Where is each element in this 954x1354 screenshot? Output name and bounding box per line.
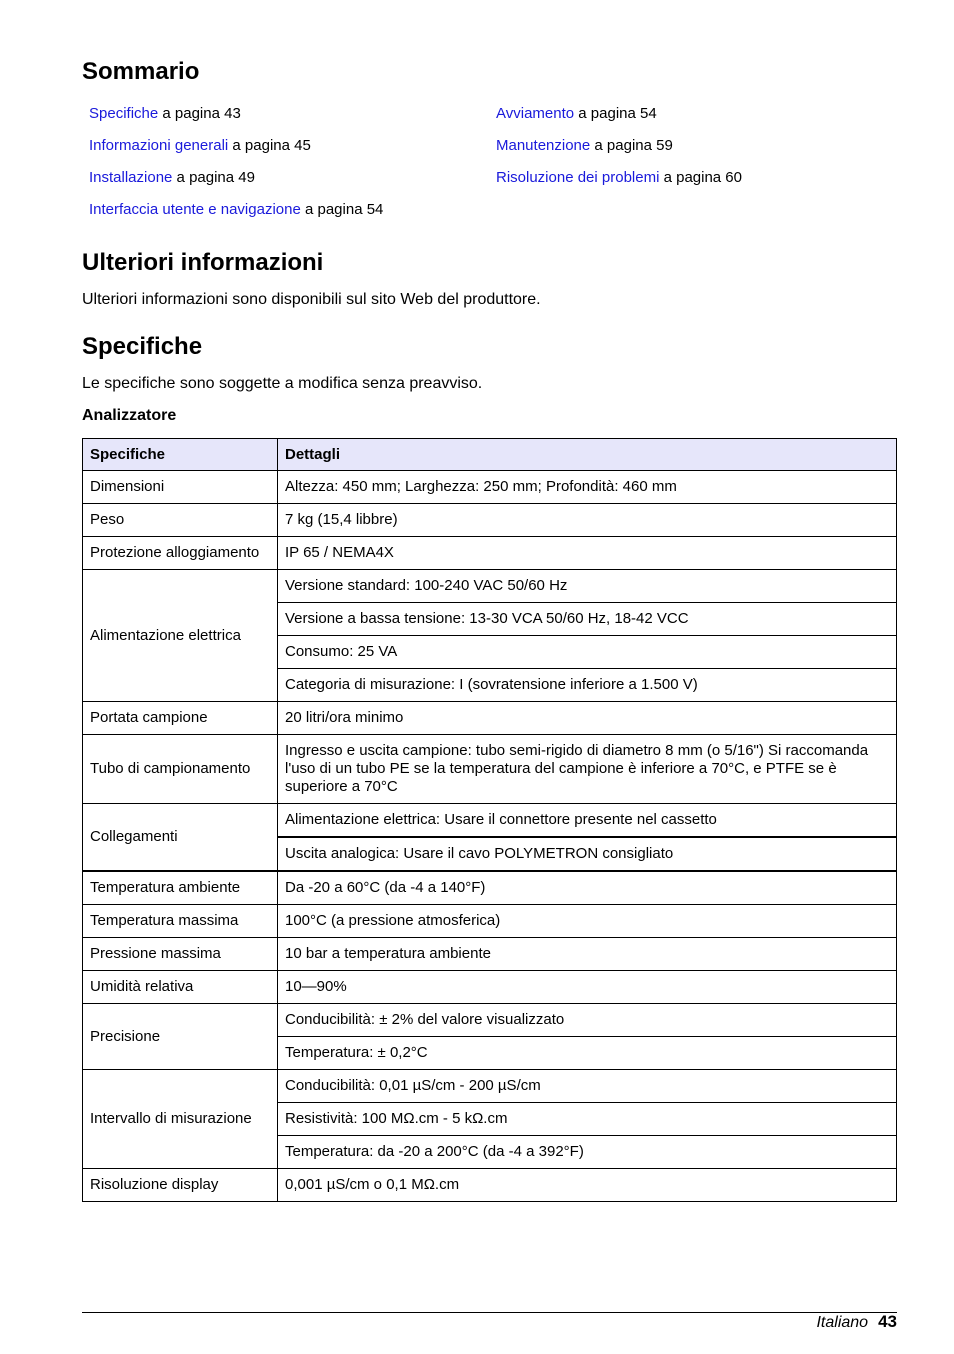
toc-link[interactable]: Avviamento [496,105,575,122]
toc-link[interactable]: Interfaccia utente e navigazione [89,201,301,218]
toc-page-ref: a pagina 45 [228,137,311,154]
toc-page-ref: a pagina 54 [574,105,657,122]
toc-link[interactable]: Specifiche [89,105,159,122]
table-row [83,735,897,804]
header-specifiche: Specifiche [83,439,278,471]
spec-value-cell: Consumo: 25 VA [278,636,897,669]
toc-link[interactable]: Installazione [89,169,173,186]
table-row [83,1169,897,1202]
toc-left-column [89,104,383,232]
toc-page-ref: a pagina 54 [300,201,384,218]
table-row [83,537,897,570]
spec-value-cell: Temperatura: da -20 a 200°C (da -4 a 392°F) [278,1136,897,1169]
spec-label-cell: Protezione alloggiamento [83,537,278,570]
more-info-title: Ulteriori informazioni [82,249,324,276]
spec-label-cell: Peso [83,504,278,537]
table-row [83,1070,897,1103]
spec-value-cell: 0,001 µS/cm o 0,1 MΩ.cm [278,1169,897,1202]
page-number: 43 [878,1312,897,1331]
table-row [83,702,897,735]
table-header-row [83,439,897,471]
analyzer-subtitle: Analizzatore [82,407,177,424]
spec-value-cell: Temperatura: ± 0,2°C [278,1037,897,1070]
spec-value-cell: 10—90% [278,971,897,1004]
spec-value-cell: Categoria di misurazione: I (sovratensione inferiore a 1.500 V) [278,669,897,702]
spec-value-cell: Uscita analogica: Usare il cavo POLYMETRON consigliato [278,837,897,871]
specs-title: Specifiche [82,333,203,360]
spec-label-cell: Collegamenti [83,804,278,872]
toc-link[interactable]: Manutenzione [496,137,591,154]
table-row [83,871,897,905]
toc-link[interactable]: Risoluzione dei problemi [496,169,660,186]
header-dettagli: Dettagli [278,439,897,471]
spec-label-cell: Intervallo di misurazione [83,1070,278,1169]
toc-entry [496,104,742,136]
table-row [83,905,897,938]
spec-label-cell: Alimentazione elettrica [83,570,278,702]
spec-value-cell: Versione standard: 100-240 VAC 50/60 Hz [278,570,897,603]
table-row [83,938,897,971]
toc-page-ref: a pagina 60 [659,169,742,186]
page-footer [816,1312,897,1333]
toc-entry [89,104,383,136]
toc-entry [496,136,742,168]
spec-value-cell: Resistività: 100 MΩ.cm - 5 kΩ.cm [278,1103,897,1136]
toc-right-column [496,104,742,200]
more-info-text: Ulteriori informazioni sono disponibili sul sito Web del produttore. [82,291,541,308]
spec-value-cell: Altezza: 450 mm; Larghezza: 250 mm; Profondità: 460 mm [278,471,897,504]
spec-value-cell: Conducibilità: 0,01 µS/cm - 200 µS/cm [278,1070,897,1103]
table-row [83,1004,897,1037]
spec-value-cell: 10 bar a temperatura ambiente [278,938,897,971]
spec-value-cell: 20 litri/ora minimo [278,702,897,735]
spec-label-cell: Tubo di campionamento [83,735,278,804]
toc-page-ref: a pagina 49 [172,169,255,186]
spec-value-cell: 100°C (a pressione atmosferica) [278,905,897,938]
toc-link[interactable]: Informazioni generali [89,137,229,154]
table-row [83,971,897,1004]
toc-entry [496,168,742,200]
toc-entry [89,168,383,200]
table-row [83,570,897,603]
spec-value-cell: Ingresso e uscita campione: tubo semi-rigido di diametro 8 mm (o 5/16") Si raccomanda l'uso di un tubo PE se la temperatura del campione è inferiore a 70°C, e PTFE se è superiore a 70°C [278,735,897,804]
toc-entry [89,200,383,232]
spec-value-cell: Alimentazione elettrica: Usare il connettore presente nel cassetto [278,804,897,838]
toc-entry [89,136,383,168]
spec-label-cell: Temperatura ambiente [83,871,278,905]
footer-divider [82,1312,897,1313]
spec-value-cell: Da -20 a 60°C (da -4 a 140°F) [278,871,897,905]
spec-value-cell: 7 kg (15,4 libbre) [278,504,897,537]
spec-label-cell: Dimensioni [83,471,278,504]
spec-label-cell: Risoluzione display [83,1169,278,1202]
spec-label-cell: Portata campione [83,702,278,735]
spec-label-cell: Temperatura massima [83,905,278,938]
specifications-table [82,438,897,1202]
spec-value-cell: Versione a bassa tensione: 13-30 VCA 50/60 Hz, 18-42 VCC [278,603,897,636]
spec-label-cell: Pressione massima [83,938,278,971]
spec-label-cell: Precisione [83,1004,278,1070]
spec-value-cell: IP 65 / NEMA4X [278,537,897,570]
spec-value-cell: Conducibilità: ± 2% del valore visualizzato [278,1004,897,1037]
specs-intro-text: Le specifiche sono soggette a modifica senza preavviso. [82,375,483,392]
table-row [83,471,897,504]
footer-language: Italiano [816,1314,869,1331]
table-row [83,804,897,838]
table-row [83,504,897,537]
toc-title: Sommario [82,58,200,85]
toc-page-ref: a pagina 59 [590,137,673,154]
toc-page-ref: a pagina 43 [158,105,241,122]
spec-label-cell: Umidità relativa [83,971,278,1004]
